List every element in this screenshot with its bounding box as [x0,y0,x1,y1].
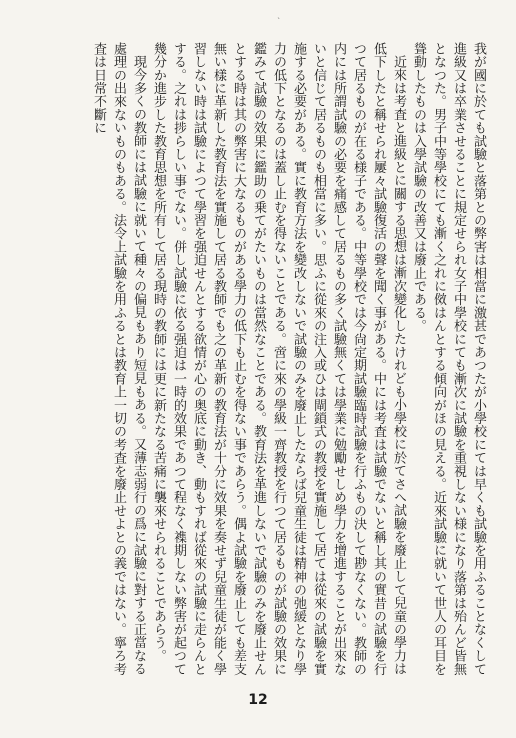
corner-mark: ˎ [277,10,281,19]
paragraph-2: 近來は考査と進級とに關する思想は漸次變化したけれども小學校に於てさへ試驗を廢止して兒童の學力は低下したと稱せられ屢々試驗復活の聲を聞く事がある。中には考査は試驗でないと稱し其の實昔の試驗を行つて居るものが在る様子である。中等學校では今尙定期試驗臨時試驗を行ふもの決して尠なくない。教師の内には所謂試驗の必要を痛感して居るもの多く試驗無くては學業に勉勵せしめ學力を增進することが出來ないと信じて居るものも相當に多い。思ふに從來の注入或ひは閘鎖式の教授を實施して居ては從來の試驗を實施する必要がある。實に教育方法を變改しないで試驗のみを廢止したならば兒童生徒は精神の弛緩となり學力の低下となるのは蓋し止むを得ないことである。啻に來の學級一齊教授を行つて居るものが試驗の效果に鑑みて試驗の效果に鑑助の乗てがたいものは當然なことである。教育法を革進しないで試驗のみを廢止せんとする時は其の弊害に大なるものがある學力の低下も止むを得ない事であらう。偶よ試驗を廢止しても差支無い樣に革新した教育法を實施して居る教師でも之の革新の教育法が十分に效果を奏せず兒童生徒が能く學習しない時は試驗によつて學習を强迫せんとする欲情が心の奥底に動き、動もすれば從來の試驗に走らんとする。之れは捗らしい事でない。併し試驗に依る强迫は一時的效果であつて程なく襍期しない弊害が起つて幾分か進步した教育思想を所有して居る現時の教師には更に新たなる苦痛に襲來せられることであらう。 [151,42,406,676]
page-number: 12 [248,692,268,708]
paragraph-3: 現今多くの教師には試驗に就いて種々の偏見もあり短見もある。又薄志弱行の爲に試驗に對する正當なる處理の出來ないものもある。法令上試驗を用ふるとは教育上一切の考査を廢止せよとの義ではない。寧ろ考査は日常不斷に [91,42,146,676]
paragraph-1: 我が國に於ても試驗と落第との弊害は相當に激甚であつたが小學校にては早くも試驗を用ふることなくして進級又は卒業させることに規定せられ女子中學校にても漸次に試驗を重視しない様になり落第は殆んど皆無となつた。男子中等學校にても漸く之れに傚はんとする傾向がほの見える。近來試驗に就いて世人の耳目を聳動したものは入學試驗の改善又は廢止である。 [411,42,486,676]
vertical-text-body [32,42,488,680]
